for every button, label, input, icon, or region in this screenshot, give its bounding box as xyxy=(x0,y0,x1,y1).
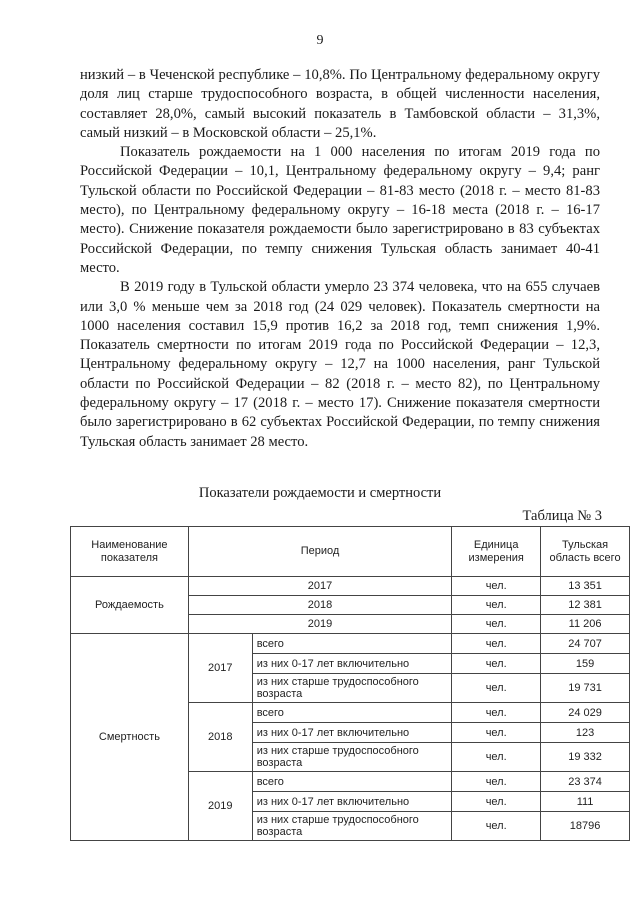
table-label: Таблица № 3 xyxy=(522,508,602,524)
body-text xyxy=(80,66,600,452)
value-cell: 23 374 xyxy=(541,772,630,792)
value-cell: 18796 xyxy=(541,812,630,841)
table-title: Показатели рождаемости и смертности xyxy=(198,485,442,501)
unit-cell: чел. xyxy=(452,654,541,674)
value-cell: 123 xyxy=(541,723,630,743)
table-header-row xyxy=(71,527,630,577)
births-year: 2019 xyxy=(188,615,451,634)
deaths-category: всего xyxy=(252,772,452,792)
header-unit: Единица измерения xyxy=(452,527,541,577)
value-cell: 24 029 xyxy=(541,703,630,723)
value-cell: 19 332 xyxy=(541,743,630,772)
unit-cell: чел. xyxy=(452,703,541,723)
value-cell: 12 381 xyxy=(541,596,630,615)
deaths-category: из них старше трудоспособного возраста xyxy=(252,674,452,703)
deaths-category: из них 0-17 лет включительно xyxy=(252,654,452,674)
births-label: Рождаемость xyxy=(71,577,189,634)
value-cell: 13 351 xyxy=(541,577,630,596)
value-cell: 159 xyxy=(541,654,630,674)
table-row xyxy=(71,634,630,654)
deaths-category: из них старше трудоспособного возраста xyxy=(252,812,452,841)
paragraph-1: низкий – в Чеченской республике – 10,8%. По Центральному федеральному округу доля лиц старше трудоспособного возраста, в общей численности населения, составляет 28,0%, самый высокий показатель в Тамбовской области – 31,3%, самый низкий – в Московской области – 25,1%. xyxy=(80,67,600,141)
unit-cell: чел. xyxy=(452,615,541,634)
value-cell: 24 707 xyxy=(541,634,630,654)
value-cell: 19 731 xyxy=(541,674,630,703)
unit-cell: чел. xyxy=(452,792,541,812)
deaths-category: всего xyxy=(252,634,452,654)
unit-cell: чел. xyxy=(452,723,541,743)
births-year: 2017 xyxy=(188,577,451,596)
page-number: 9 xyxy=(316,33,324,48)
deaths-year: 2019 xyxy=(188,772,252,841)
paragraph-3: В 2019 году в Тульской области умерло 23 374 человека, что на 655 случаев или 3,0 % меньше чем за 2018 год (24 029 человек). Показатель смертности на 1000 населения составил 15,9 против 16,2 за 2018 год, темп снижения 1,9%. Показатель смертности по итогам 2019 года по Российской Федерации – 12,3, Центральному федеральному округу – 12,7 на 1000 населения, ранг Тульской области по Российской Федерации – 82 (2018 г. – место 82), по Центральному федеральному округу – 17 (2018 г. – место 17). Снижение показателя смертности было зарегистрировано в 62 субъектах Российской Федерации, по темпу снижения Тульская область занимает 28 место. xyxy=(80,279,600,450)
unit-cell: чел. xyxy=(452,674,541,703)
unit-cell: чел. xyxy=(452,577,541,596)
stats-table xyxy=(70,526,630,841)
deaths-year: 2018 xyxy=(188,703,252,772)
paragraph-2: Показатель рождаемости на 1 000 населения по итогам 2019 года по Российской Федерации – 10,1, Центральному федеральному округу – 9,4; ранг Тульской области по Российской Федерации – 81-83 место (2018 г. – место 81-83 место), по Центральному федеральному округу – 16-18 места (2018 г. – 16-17 место). Снижение показателя рождаемости было зарегистрировано в 83 субъектах Российской Федерации, по темпу снижения Тульская область занимает 40-41 место. xyxy=(80,144,600,276)
births-year: 2018 xyxy=(188,596,451,615)
table-row xyxy=(71,577,630,596)
header-indicator: Наименование показателя xyxy=(71,527,189,577)
deaths-label: Смертность xyxy=(71,634,189,841)
value-cell: 11 206 xyxy=(541,615,630,634)
deaths-category: из них 0-17 лет включительно xyxy=(252,723,452,743)
deaths-category: всего xyxy=(252,703,452,723)
deaths-category: из них 0-17 лет включительно xyxy=(252,792,452,812)
deaths-year: 2017 xyxy=(188,634,252,703)
unit-cell: чел. xyxy=(452,812,541,841)
unit-cell: чел. xyxy=(452,772,541,792)
deaths-category: из них старше трудоспособного возраста xyxy=(252,743,452,772)
header-total: Тульская область всего xyxy=(541,527,630,577)
value-cell: 111 xyxy=(541,792,630,812)
unit-cell: чел. xyxy=(452,596,541,615)
unit-cell: чел. xyxy=(452,743,541,772)
unit-cell: чел. xyxy=(452,634,541,654)
header-period: Период xyxy=(188,527,451,577)
